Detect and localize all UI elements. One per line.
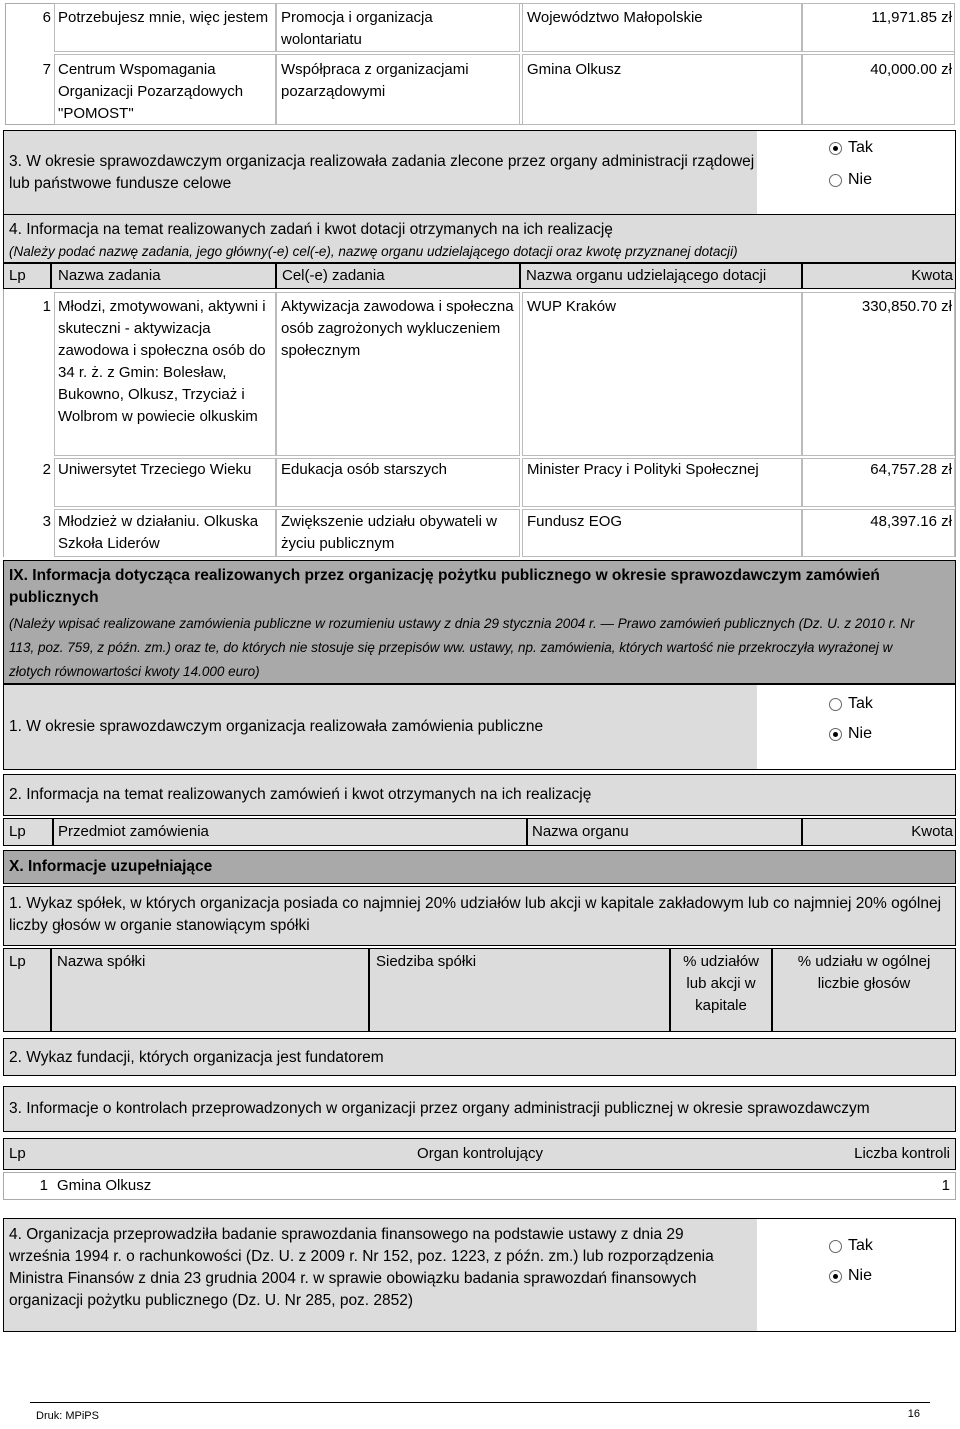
- s10-q3-head-count: Liczba kontroli: [854, 1145, 950, 1162]
- s10-q4-question: 4. Organizacja przeprowadziła badanie sprawozdania finansowego na podstawie ustawy z dnia 29 września 1994 r. o rachunkowości (Dz. U. z 2009 r. Nr 152, poz. 1223, z późn. zm.) lub rozporządzenia Ministra Finansów z dnia 23 grudnia 2004 r. w sprawie obowiązku badania sprawozdań finansowych organizacji pożytku publicznego (Dz. U. Nr 285, poz. 2852): [9, 1226, 714, 1309]
- row-organ: Województwo Małopolskie: [527, 9, 703, 26]
- q4-row-name: Młodzi, zmotywowani, aktywni i skuteczni - aktywizacja zawodowa i społeczna osób do 34 r. ż. z Gmin: Bolesław, Bukowno, Olkusz, Trzyciaż i Wolbrom w powiecie olkuskim: [58, 298, 266, 425]
- q4-row-amount: 330,850.70 zł: [861, 298, 952, 315]
- radio-checked-icon: [829, 142, 842, 155]
- s10-q1-question: 1. Wykaz spółek, w których organizacja posiada co najmniej 20% udziałów lub akcji w kapitale zakładowym lub co najmniej 20% ogólnej liczby głosów w organie stanowiącym spółki: [9, 895, 942, 934]
- footer-print: Druk: MPiPS: [36, 1410, 99, 1422]
- q3-radio-tak[interactable]: Tak: [829, 139, 873, 157]
- page-number: 16: [907, 1408, 920, 1420]
- q4-row-organ: WUP Kraków: [527, 298, 616, 315]
- q4-title: 4. Informacja na temat realizowanych zadań i kwot dotacji otrzymanych na ich realizację: [9, 221, 613, 238]
- radio-unchecked-icon: [829, 174, 842, 187]
- row-name: Centrum Wspomagania Organizacji Pozarządowych "POMOST": [58, 61, 244, 122]
- s10-q3-question: 3. Informacje o kontrolach przeprowadzonych w organizacji przez organy administracji publicznej w okresie sprawozdawczym: [9, 1100, 870, 1117]
- row-goal: Współpraca z organizacjami pozarządowymi: [281, 61, 469, 100]
- s10-q3-head-lp: Lp: [9, 1145, 26, 1162]
- radio-unchecked-icon: [829, 1240, 842, 1253]
- radio-checked-icon: [829, 728, 842, 741]
- q4-head-organ: Nazwa organu udzielającego dotacji: [526, 267, 767, 284]
- radio-unchecked-icon: [829, 698, 842, 711]
- q4-row-lp: 1: [42, 298, 51, 315]
- s10-q4-radio-group: [757, 1219, 955, 1331]
- s10-q3-row-count: 1: [941, 1177, 950, 1194]
- s9-head-subject: Przedmiot zamówienia: [58, 823, 209, 840]
- s9-head-lp: Lp: [9, 823, 26, 840]
- q3-radio-group: [757, 131, 955, 214]
- s10-head-name: Nazwa spółki: [57, 953, 146, 970]
- q4-row-lp: 2: [42, 461, 51, 478]
- s10-q4-radio-tak[interactable]: Tak: [829, 1237, 873, 1255]
- radio-checked-icon: [829, 1270, 842, 1283]
- s9-q2-question: 2. Informacja na temat realizowanych zamówień i kwot otrzymanych na ich realizację: [9, 786, 592, 803]
- row-amount: 40,000.00 zł: [870, 61, 952, 78]
- q4-head-lp: Lp: [9, 267, 26, 284]
- section10-title: X. Informacje uzupełniające: [9, 858, 213, 875]
- q4-head-goal: Cel(-e) zadania: [282, 267, 385, 284]
- q4-row-amount: 64,757.28 zł: [870, 461, 952, 478]
- q4-row-amount: 48,397.16 zł: [870, 513, 952, 530]
- s10-head-share: % udziałów lub akcji w kapitale: [683, 953, 759, 1014]
- s10-q4-radio-nie[interactable]: Nie: [829, 1267, 872, 1285]
- s10-head-seat: Siedziba spółki: [376, 953, 477, 970]
- row-name: Potrzebujesz mnie, więc jestem: [58, 9, 269, 26]
- s9-head-amount: Kwota: [911, 823, 953, 840]
- q4-head-name: Nazwa zadania: [58, 267, 161, 284]
- q4-row-organ: Minister Pracy i Polityki Społecznej: [527, 461, 759, 478]
- s9-q1-question: 1. W okresie sprawozdawczym organizacja realizowała zamówienia publiczne: [9, 718, 544, 735]
- row-lp: 7: [42, 61, 51, 78]
- s10-q2-question: 2. Wykaz fundacji, których organizacja jest fundatorem: [9, 1049, 384, 1066]
- s10-q3-row-organ: Gmina Olkusz: [57, 1177, 152, 1194]
- s9-q1-radio-group: [757, 685, 955, 769]
- s9-head-organ: Nazwa organu: [532, 823, 629, 840]
- s9-q1-radio-tak[interactable]: Tak: [829, 695, 873, 713]
- q4-row-goal: Zwiększenie udziału obywateli w życiu publicznym: [281, 513, 497, 552]
- s9-q1-radio-nie[interactable]: Nie: [829, 725, 872, 743]
- section9-note: (Należy wpisać realizowane zamówienia publiczne w rozumieniu ustawy z dnia 29 stycznia 2004 r. — Prawo zamówień publicznych (Dz. U. z 2010 r. Nr 113, poz. 759, z późn. zm.) oraz te, do których nie stosuje się przepisów ww. ustawy, np. zamówienia, których wartość nie przekroczyła wyrażonej w złotych równowartości kwoty 14.000 euro): [9, 616, 915, 679]
- s10-q3-row-lp: 1: [39, 1177, 48, 1194]
- q4-row-goal: Aktywizacja zawodowa i społeczna osób zagrożonych wykluczeniem społecznym: [281, 298, 514, 359]
- footer-rule: [30, 1402, 930, 1403]
- q4-row-lp: 3: [42, 513, 51, 530]
- row-lp: 6: [42, 9, 51, 26]
- q3-question: 3. W okresie sprawozdawczym organizacja realizowała zadania zlecone przez organy administracji rządowej lub państwowe fundusze celowe: [9, 153, 755, 192]
- q4-row-name: Młodzież w działaniu. Olkuska Szkoła Liderów: [58, 513, 259, 552]
- q4-note: (Należy podać nazwę zadania, jego główny(-e) cel(-e), nazwę organu udzielającego dotacji oraz kwotę przyznanej dotacji): [9, 244, 738, 259]
- q4-head-amount: Kwota: [911, 267, 953, 284]
- row-organ: Gmina Olkusz: [527, 61, 622, 78]
- q4-row-organ: Fundusz EOG: [527, 513, 623, 530]
- s10-head-lp: Lp: [9, 953, 26, 970]
- section9-title: IX. Informacja dotycząca realizowanych przez organizację pożytku publicznego w okresie sprawozdawczym zamówień publicznych: [9, 567, 880, 606]
- q4-row-goal: Edukacja osób starszych: [281, 461, 447, 478]
- row-amount: 11,971.85 zł: [871, 9, 952, 26]
- row-goal: Promocja i organizacja wolontariatu: [281, 9, 433, 48]
- s10-head-votes: % udziału w ogólnej liczbie głosów: [797, 953, 931, 992]
- q4-row-name: Uniwersytet Trzeciego Wieku: [58, 461, 252, 478]
- s10-q3-head-organ: Organ kontrolujący: [417, 1145, 543, 1162]
- q3-radio-nie[interactable]: Nie: [829, 171, 872, 189]
